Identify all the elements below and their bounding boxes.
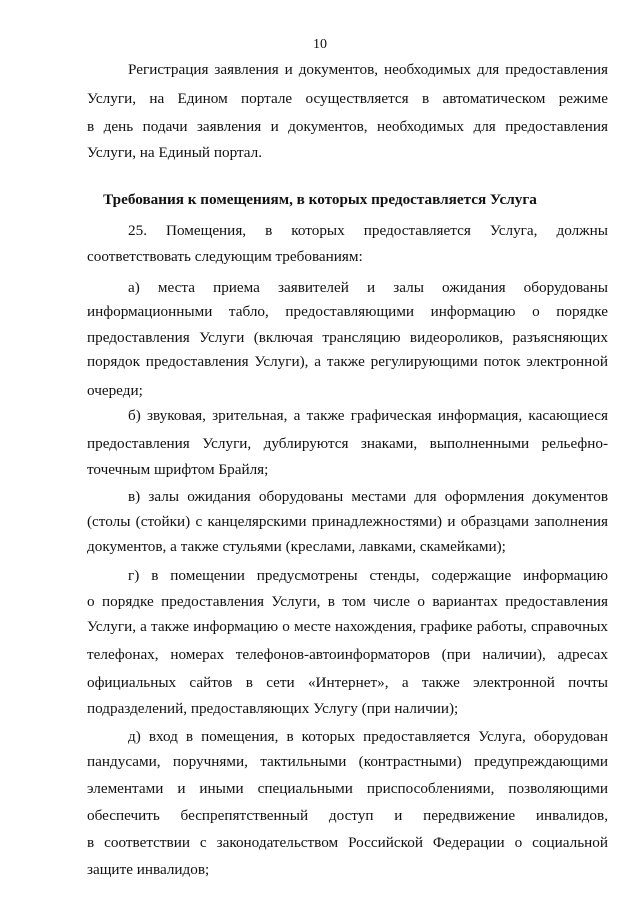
pv-line-3: документов, а также стульями (креслами, лавками, скамейками); (87, 538, 506, 555)
pa-line-2: информационными табло, предоставляющими информацию о порядке (87, 303, 608, 320)
intro-line-2: Услуги, на Едином портале осуществляется в автоматическом режиме (87, 90, 608, 107)
section-heading: Требования к помещениям, в которых предоставляется Услуга (103, 191, 537, 208)
pa-line-3: предоставления Услуги (включая трансляцию видеороликов, разъясняющих (87, 329, 608, 346)
pa-line-4: порядок предоставления Услуги), а также регулирующими поток электронной (87, 353, 608, 370)
p25-line-1: 25. Помещения, в которых предоставляется Услуга, должны (128, 222, 608, 239)
pd-line-5: в соответствии с законодательством Российской Федерации о социальной (87, 834, 608, 851)
pg-line-1: г) в помещении предусмотрены стенды, содержащие информацию (128, 567, 608, 584)
pg-line-3: Услуги, а также информацию о месте нахождения, графике работы, справочных (87, 618, 608, 635)
pd-line-4: обеспечить беспрепятственный доступ и передвижение инвалидов, (87, 807, 608, 824)
intro-line-4: Услуги, на Единый портал. (87, 144, 263, 161)
intro-line-3: в день подачи заявления и документов, необходимых для предоставления (87, 118, 608, 135)
pg-line-4: телефонах, номерах телефонов-автоинформаторов (при наличии), адресах (87, 646, 608, 663)
pg-line-5: официальных сайтов в сети «Интернет», а также электронной почты (87, 674, 608, 691)
pv-line-1: в) залы ожидания оборудованы местами для оформления документов (128, 488, 608, 505)
page-number: 10 (313, 37, 327, 52)
pg-line-2: о порядке предоставления Услуги, в том числе о вариантах предоставления (87, 593, 608, 610)
pd-line-6: защите инвалидов; (87, 861, 210, 878)
pd-line-2: пандусами, поручнями, тактильными (контрастными) предупреждающими (87, 753, 608, 770)
pb-line-3: точечным шрифтом Брайля; (87, 461, 269, 478)
pv-line-2: (столы (стойки) с канцелярскими принадлежностями) и образцами заполнения (87, 513, 608, 530)
p25-line-2: соответствовать следующим требованиям: (87, 248, 363, 265)
pa-line-5: очереди; (87, 382, 143, 399)
pb-line-1: б) звуковая, зрительная, а также графическая информация, касающиеся (128, 407, 608, 424)
pa-line-1: а) места приема заявителей и залы ожидания оборудованы (128, 279, 608, 296)
intro-line-1: Регистрация заявления и документов, необходимых для предоставления (128, 61, 608, 78)
pd-line-3: элементами и иными специальными приспособлениями, позволяющими (87, 780, 608, 797)
pg-line-6: подразделений, предоставляющих Услугу (при наличии); (87, 700, 459, 717)
pb-line-2: предоставления Услуги, дублируются знаками, выполненными рельефно- (87, 435, 608, 452)
pd-line-1: д) вход в помещения, в которых предоставляется Услуга, оборудован (128, 728, 608, 745)
